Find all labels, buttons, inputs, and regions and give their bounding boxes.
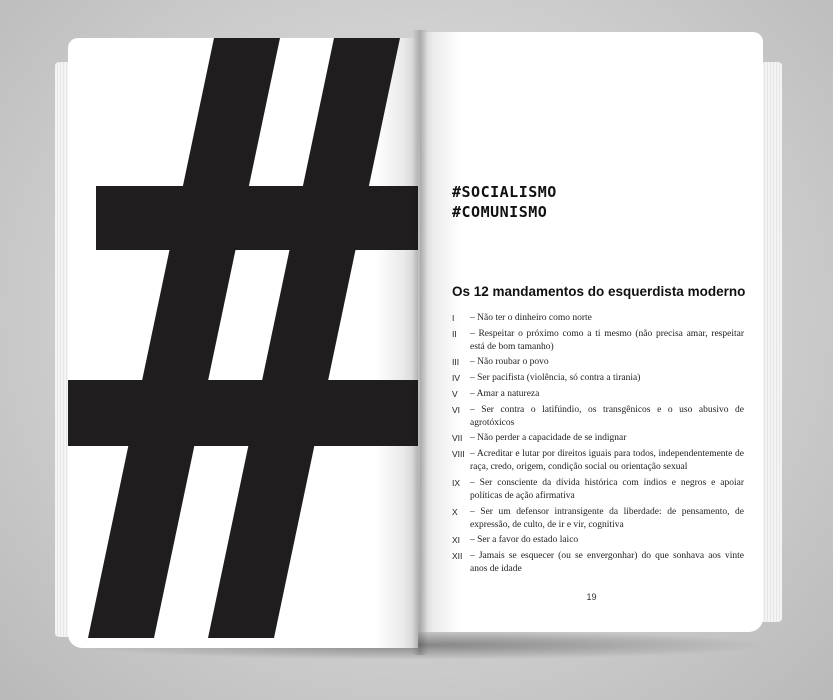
- left-page: [68, 38, 418, 648]
- commandment-text: – Acreditar e lutar por direitos iguais para todos, independentemente de raça, credo, origem, condição social ou orientação sexual: [470, 449, 744, 473]
- commandment-text: – Jamais se esquecer (ou se envergonhar) do que sonhava aos vinte anos de idade: [470, 551, 744, 575]
- list-item: [452, 312, 744, 325]
- list-item: [452, 404, 744, 430]
- commandment-number: XII: [452, 551, 463, 562]
- commandment-number: VI: [452, 404, 461, 415]
- commandment-text: – Não perder a capacidade de se indignar: [470, 433, 627, 444]
- commandment-number: IX: [452, 477, 461, 488]
- commandment-text: – Ser consciente da dívida histórica com índios e negros e apoiar políticas de ação afirmativa: [470, 477, 744, 501]
- commandment-number: II: [452, 328, 457, 339]
- commandment-number: IV: [452, 373, 461, 384]
- hashtag-symbol: [68, 38, 418, 648]
- commandment-text: – Ser a favor do estado laico: [470, 535, 579, 546]
- list-item: [452, 388, 744, 401]
- commandment-number: XI: [452, 535, 461, 546]
- hash-top-bar: [96, 186, 418, 250]
- commandment-number: V: [452, 388, 458, 399]
- tag-socialismo: #SOCIALISMO: [452, 183, 557, 201]
- list-item: [452, 448, 744, 474]
- hashtag-titles: [452, 182, 557, 222]
- list-item: [452, 506, 744, 532]
- tag-comunismo: #COMUNISMO: [452, 203, 548, 221]
- commandments-list: [452, 312, 744, 579]
- commandment-text: – Ser um defensor intransigente da liberdade: de pensamento, de expressão, de culto, de ir e vir, cognitiva: [470, 506, 744, 530]
- list-item: [452, 534, 744, 547]
- commandment-text: – Ser pacifista (violência, só contra a tirania): [470, 373, 641, 384]
- list-item: [452, 328, 744, 354]
- chapter-heading: Os 12 mandamentos do esquerdista moderno: [452, 284, 746, 299]
- commandment-number: VII: [452, 433, 463, 444]
- commandment-text: – Respeitar o próximo como a ti mesmo (não precisa amar, respeitar está de bom tamanho): [470, 328, 744, 352]
- hash-bottom-bar: [68, 380, 418, 446]
- commandment-number: I: [452, 313, 455, 323]
- commandment-number: III: [452, 357, 460, 368]
- commandment-text: – Não ter o dinheiro como norte: [470, 313, 592, 323]
- commandment-text: – Ser contra o latifúndio, os transgênicos e o uso abusivo de agrotóxicos: [470, 404, 744, 428]
- commandment-text: – Não roubar o povo: [470, 357, 549, 368]
- page-number: 19: [586, 592, 597, 602]
- commandment-text: – Amar a natureza: [470, 388, 540, 399]
- book-gutter: [412, 30, 428, 655]
- list-item: [452, 477, 744, 503]
- list-item: [452, 432, 744, 445]
- list-item: [452, 372, 744, 385]
- list-item: [452, 550, 744, 576]
- list-item: [452, 356, 744, 369]
- commandment-number: X: [452, 506, 458, 517]
- commandment-number: VIII: [452, 449, 465, 459]
- right-page: [420, 32, 763, 632]
